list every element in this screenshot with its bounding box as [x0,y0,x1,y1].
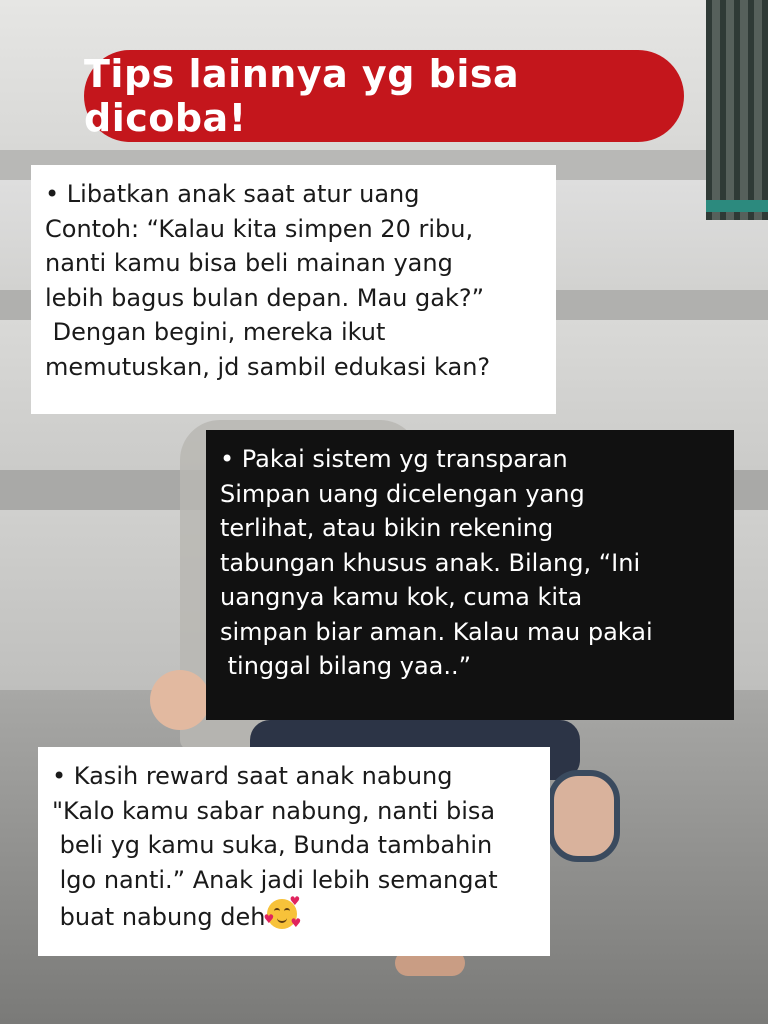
smiling-face-with-hearts-icon: ♥ ♥ ♥ [263,894,302,930]
child-hand [150,670,210,730]
tip-line: terlihat, atau bikin rekening [220,514,554,542]
tip-line: Dengan begini, mereka ikut [45,318,386,346]
tip-line: • Kasih reward saat anak nabung [52,762,453,790]
page-title: Tips lainnya yg bisa dicoba! [84,52,520,140]
tip-card-1 [31,165,556,414]
tip-line: beli yg kamu suka, Bunda tambahin [52,831,493,859]
tip-line: tabungan khusus anak. Bilang, “Ini [220,548,641,577]
tip-line-last [52,894,536,935]
tip-line: lebih bagus bulan depan. Mau gak?” [45,283,485,312]
tip-card-3 [38,747,550,956]
tip-line: memutuskan, jd sambil edukasi kan? [45,352,491,381]
tip-line: "Kalo kamu sabar nabung, nanti bisa [52,796,496,825]
child-foot-sandal [548,770,620,862]
railing [706,0,768,220]
tip-line: simpan biar aman. Kalau mau pakai [220,617,653,646]
tip-line-text: buat nabung deh [52,903,266,931]
railing-bar [706,200,768,212]
tip-line: • Libatkan anak saat atur uang [45,180,420,208]
tip-line: tinggal bilang yaa..” [220,652,472,680]
tip-card-2 [206,430,734,720]
tip-line: • Pakai sistem yg transparan [220,445,568,473]
tip-line: lgo nanti.” Anak jadi lebih semangat [52,865,498,894]
tip-line: Simpan uang dicelengan yang [220,479,585,508]
tip-line: Contoh: “Kalau kita simpen 20 ribu, [45,214,474,243]
title-banner [84,50,684,142]
tip-line: nanti kamu bisa beli mainan yang [45,249,453,277]
tip-line: uangnya kamu kok, cuma kita [220,583,583,611]
